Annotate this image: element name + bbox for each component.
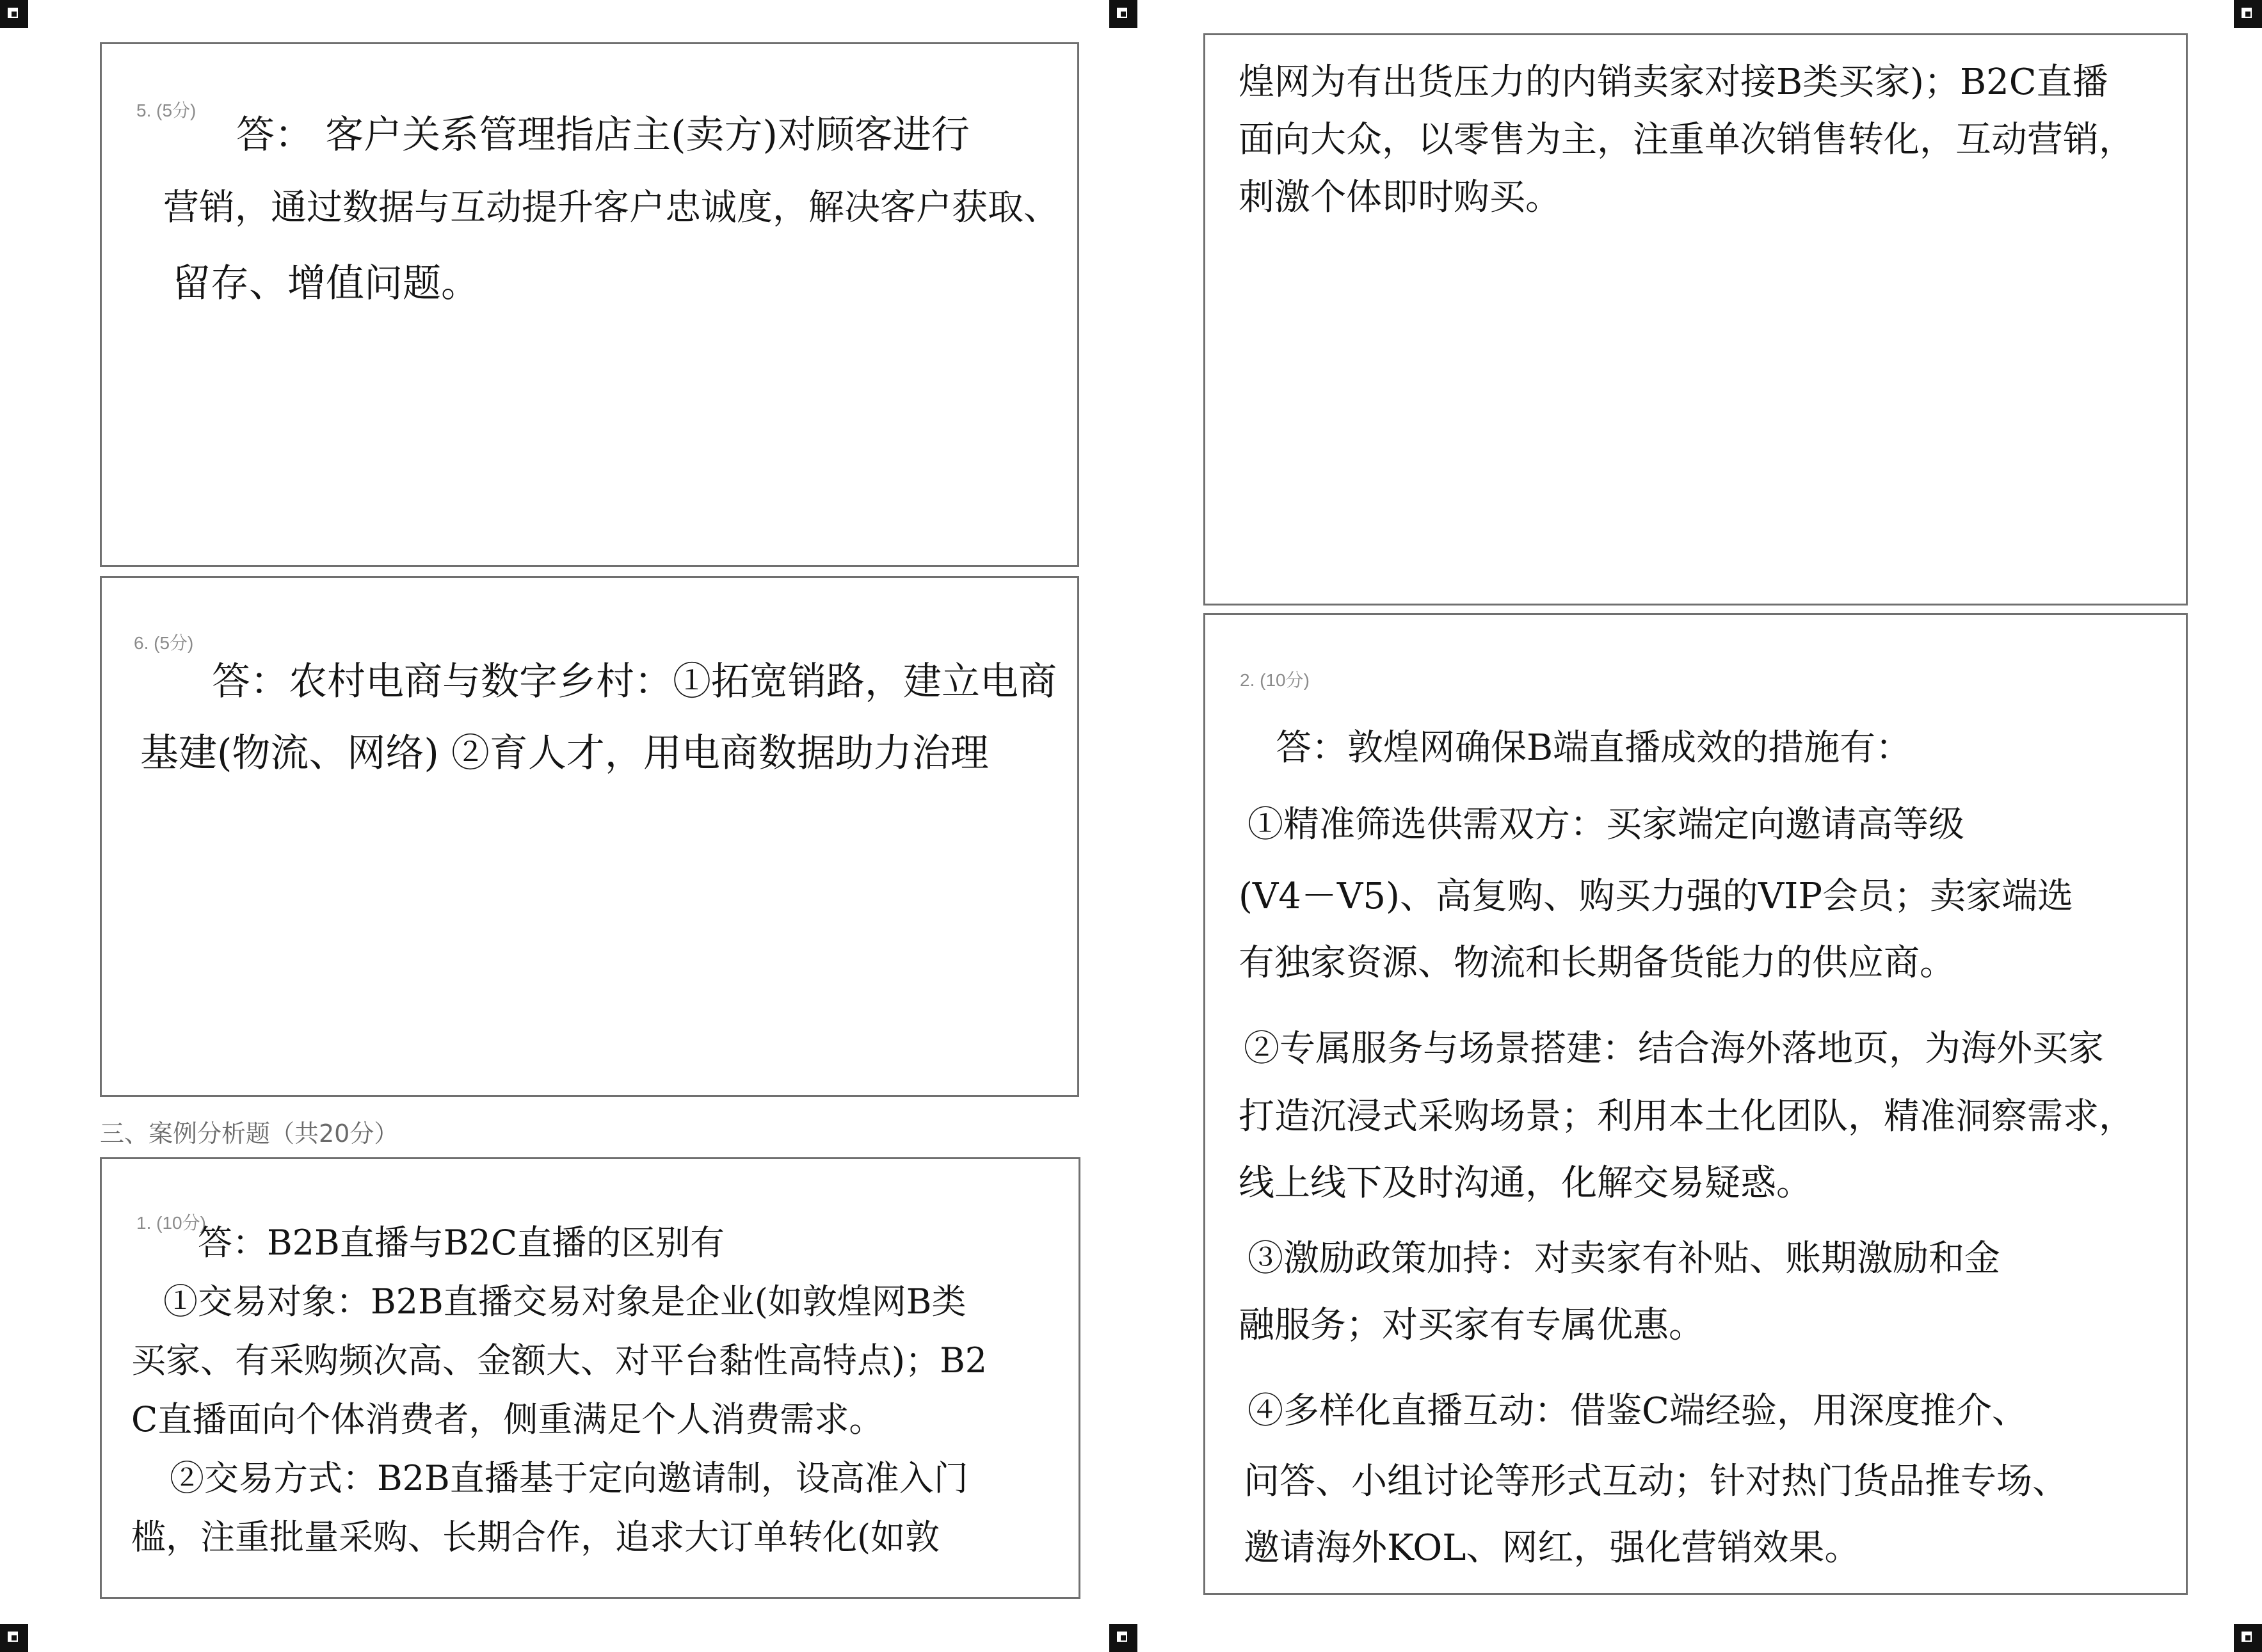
answer-line: 留存、增值问题。 [172,261,479,306]
answer-line: 答：B2B直播与B2C直播的区别有 [198,1223,725,1263]
answer-line: 基建(物流、网络) ②育人才，用电商数据助力治理 [140,731,989,776]
registration-marker-bottom-left [0,1624,28,1652]
answer-line: 槛，注重批量采购、长期合作，追求大订单转化(如敦 [131,1517,940,1557]
registration-marker-top-middle [1109,0,1137,28]
answer-box-case-1-continued [1203,33,2188,605]
section-title-case-analysis: 三、案例分析题（共20分） [100,1119,399,1148]
answer-box-q5 [100,42,1079,567]
answer-line: ④多样化直播互动：借鉴C端经验，用深度推介、 [1247,1390,2028,1432]
answer-line: 打造沉浸式采购场景；利用本土化团队，精准洞察需求， [1239,1096,2135,1137]
answer-line: 邀请海外KOL、网红，强化营销效果。 [1244,1527,1861,1569]
answer-box-case-2 [1203,613,2188,1595]
answer-box-case-1 [100,1157,1080,1599]
question-number-label: 2. (10分) [1240,670,1310,690]
answer-line: 答： 客户关系管理指店主(卖方)对顾客进行 [236,113,970,157]
registration-marker-bottom-right [2234,1624,2262,1652]
answer-line: 线上线下及时沟通，化解交易疑惑。 [1239,1162,1812,1204]
answer-line: ②专属服务与场景搭建：结合海外落地页，为海外买家 [1244,1028,2104,1070]
registration-marker-top-left [0,0,28,28]
answer-line: 问答、小组讨论等形式互动；针对热门货品推专场、 [1244,1461,2068,1502]
answer-line: ①精准筛选供需双方：买家端定向邀请高等级 [1247,804,1964,846]
answer-line: 营销，通过数据与互动提升客户忠诚度，解决客户获取、 [163,187,1059,229]
registration-marker-bottom-middle [1109,1624,1137,1652]
answer-line: 有独家资源、物流和长期备货能力的供应商。 [1239,942,1955,984]
answer-line: 买家、有采购频次高、金额大、对平台黏性高特点)；B2 [131,1340,988,1381]
answer-line: 煌网为有出货压力的内销卖家对接B类买家)；B2C直播 [1239,61,2108,103]
answer-line: 面向大众，以零售为主，注重单次销售转化，互动营销， [1239,119,2135,161]
answer-line: C直播面向个体消费者，侧重满足个人消费需求。 [131,1399,884,1439]
question-number-label: 5. (5分) [136,100,197,120]
answer-line: (V4－V5)、高复购、购买力强的VIP会员；卖家端选 [1239,876,2074,917]
answer-line: ②交易方式：B2B直播基于定向邀请制，设高准入门 [170,1458,968,1498]
question-number-label: 1. (10分) [136,1213,206,1233]
registration-marker-top-right [2234,0,2262,28]
answer-line: 刺激个体即时购买。 [1239,177,1561,218]
answer-line: ③激励政策加持：对卖家有补贴、账期激励和金 [1247,1238,2000,1279]
answer-line: 答：农村电商与数字乡村：①拓宽销路，建立电商 [212,659,1057,704]
answer-line: 融服务；对买家有专属优惠。 [1239,1304,1705,1346]
answer-line: ①交易对象：B2B直播交易对象是企业(如敦煌网B类 [163,1281,967,1322]
question-number-label: 6. (5分) [134,633,194,653]
answer-box-q6 [100,576,1079,1097]
answer-line: 答：敦煌网确保B端直播成效的措施有： [1276,727,1912,769]
